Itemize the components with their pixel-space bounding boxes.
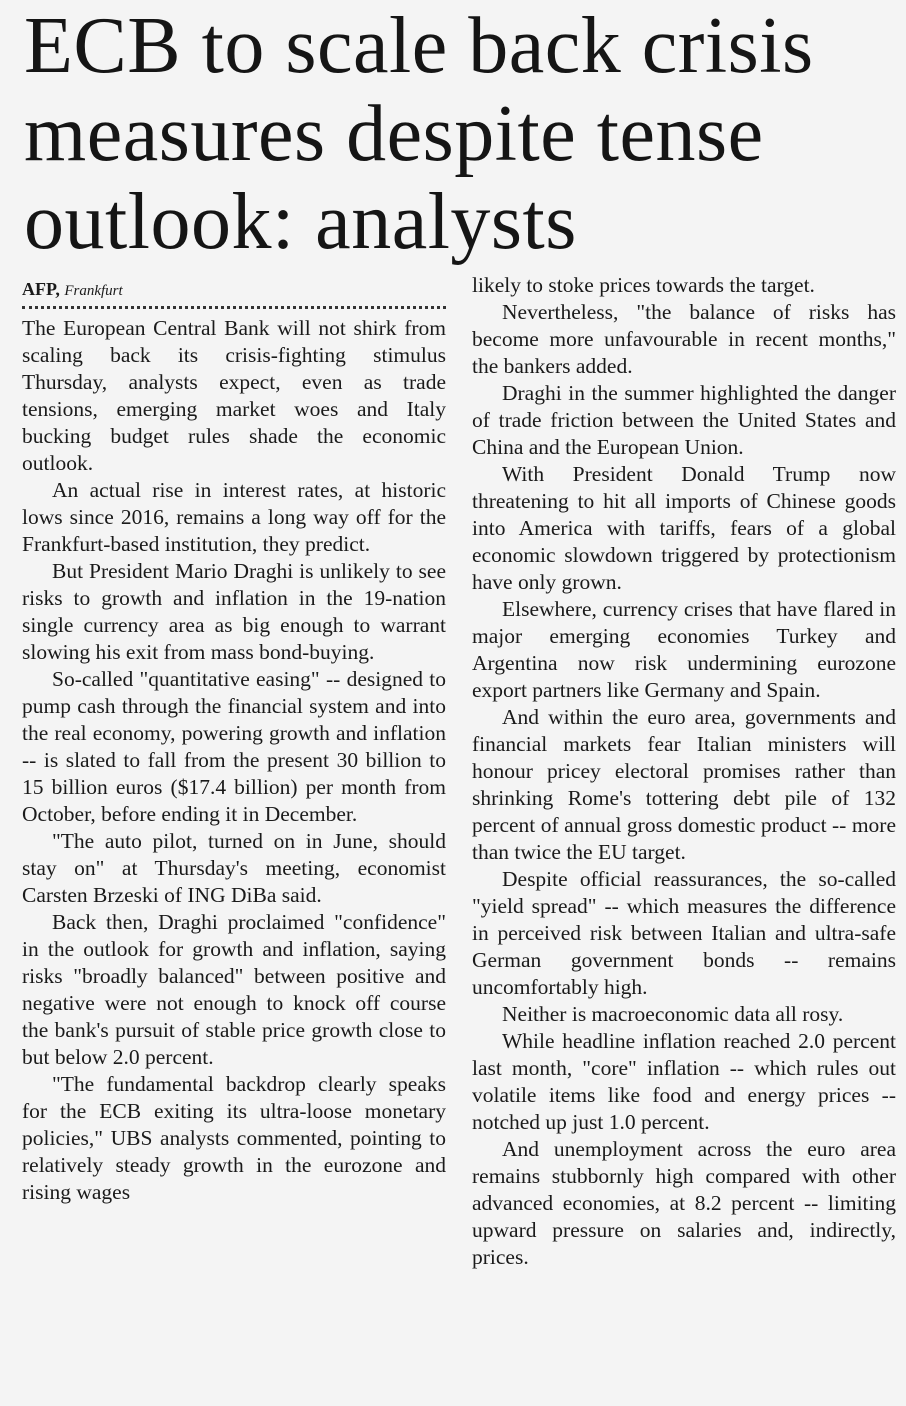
paragraph: Draghi in the summer highlighted the danger of trade friction between the United States and China and the European Union. (472, 381, 896, 459)
paragraph: Neither is macroeconomic data all rosy. (502, 1002, 844, 1026)
byline-agency: AFP, (22, 279, 60, 299)
byline-location: Frankfurt (64, 283, 123, 299)
paragraph: likely to stoke prices towards the target. (472, 273, 815, 297)
paragraph: Nevertheless, "the balance of risks has become more unfavourable in recent months," the bankers added. (472, 300, 896, 378)
paragraph: While headline inflation reached 2.0 percent last month, "core" inflation -- which rules out volatile items like food and energy prices -- notched up just 1.0 percent. (472, 1029, 896, 1134)
paragraph: An actual rise in interest rates, at historic lows since 2016, remains a long way off for the Frankfurt-based institution, they predict. (22, 478, 446, 556)
paragraph: The European Central Bank will not shirk from scaling back its crisis-fighting stimulus Thursday, analysts expect, even as trade tensions, emerging market woes and Italy bucking budget rules shade the economic outlook. (22, 316, 446, 475)
paragraph: So-called "quantitative easing" -- designed to pump cash through the financial system and into the real economy, powering growth and inflation -- is slated to fall from the present 30 billion to 15 billion euros ($17.4 billion) per month from October, before ending it in December. (22, 667, 446, 826)
paragraph: And unemployment across the euro area remains stubbornly high compared with other advanced economies, at 8.2 percent -- limiting upward pressure on salaries and, indirectly, prices. (472, 1137, 896, 1269)
dotted-divider (22, 306, 446, 309)
paragraph: Back then, Draghi proclaimed "confidence" in the outlook for growth and inflation, saying risks "broadly balanced" between positive and negative were not enough to knock off course the bank's pursuit of stable price growth close to but below 2.0 percent. (22, 910, 446, 1069)
paragraph: And within the euro area, governments and financial markets fear Italian ministers will honour pricey electoral promises rather than shrinking Rome's tottering debt pile of 132 percent of annual gross domestic product -- more than twice the EU target. (472, 705, 896, 864)
paragraph: "The fundamental backdrop clearly speaks for the ECB exiting its ultra-loose monetary policies," UBS analysts commented, pointing to relatively steady growth in the eurozone and rising wages (22, 1072, 446, 1204)
paragraph: But President Mario Draghi is unlikely to see risks to growth and inflation in the 19-nation single currency area as big enough to warrant slowing his exit from mass bond-buying. (22, 559, 446, 664)
paragraph: Elsewhere, currency crises that have flared in major emerging economies Turkey and Argentina now risk undermining eurozone export partners like Germany and Spain. (472, 597, 896, 702)
paragraph: With President Donald Trump now threatening to hit all imports of Chinese goods into America with tariffs, fears of a global economic slowdown triggered by protectionism have only grown. (472, 462, 896, 594)
right-column (472, 272, 896, 1271)
paragraph: Despite official reassurances, the so-called "yield spread" -- which measures the difference in perceived risk between Italian and ultra-safe German government bonds -- remains uncomfortably high. (472, 867, 896, 999)
paragraph: "The auto pilot, turned on in June, should stay on" at Thursday's meeting, economist Carsten Brzeski of ING DiBa said. (22, 829, 446, 907)
article-body (22, 272, 896, 1271)
left-column (22, 272, 446, 1271)
headline: ECB to scale back crisis measures despite tense outlook: analysts (24, 2, 814, 266)
byline (22, 272, 446, 306)
